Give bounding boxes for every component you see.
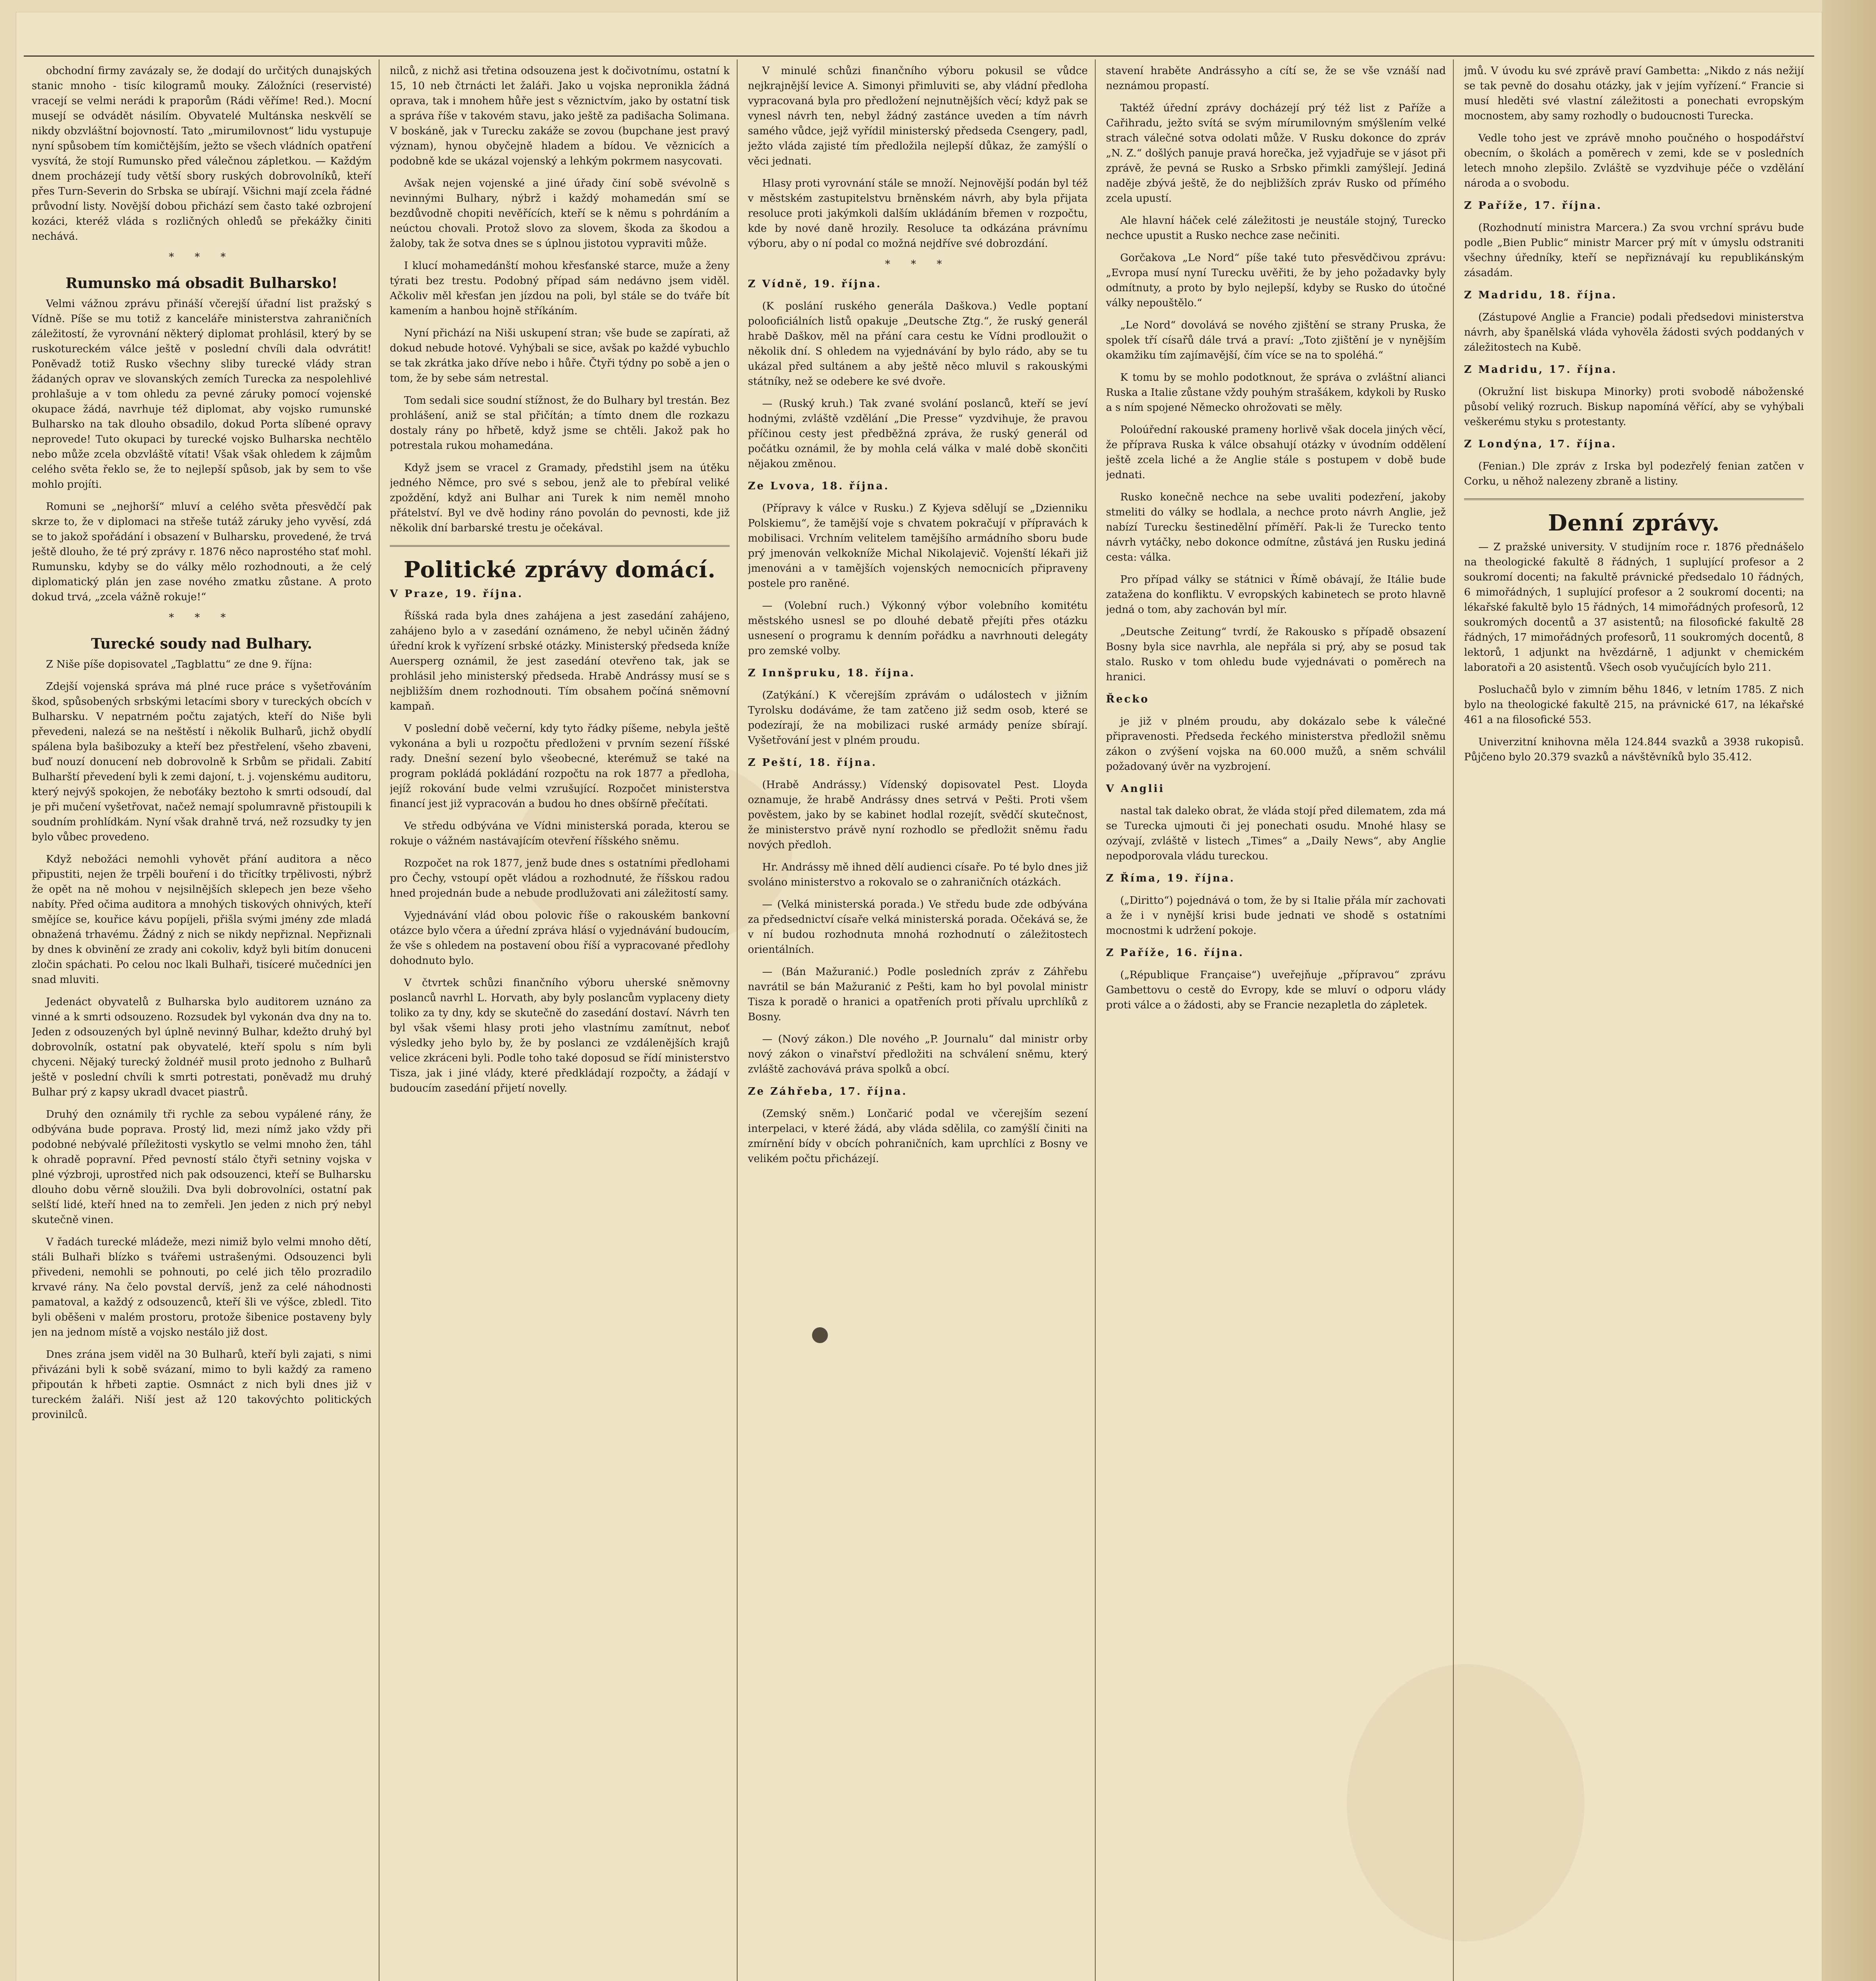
article-paragraph: (Zemský sněm.) Lončarić podal ve včerejším sezení interpelaci, v které žádá, aby vláda sdělila, co zamýšlí činiti na zmírnění bídy v obcích pohraničních, kam uprchlíci z Bosny ve velikém počtu přicházejí. bbox=[748, 1108, 1088, 1165]
column-3 bbox=[748, 63, 1088, 1981]
column-1 bbox=[32, 63, 372, 1981]
article-paragraph: Rusko konečně nechce na sebe uvaliti podezření, jakoby stmeliti do války se hodlala, a nechce proto návrh Anglie, jež nabízí Turecku šestinedělní příměří. Pak-li že Turecko tento návrh vytáčky, nebo dokonce odmítne, zůstává jen Rusku jediná cesta: válka. bbox=[1106, 491, 1446, 563]
article-paragraph: — (Nový zákon.) Dle nového „P. Journalu“ dal ministr orby nový zákon o vinařství předložiti na schválení sněmu, který zvláště zachovává práva spolků a obcí. bbox=[748, 1033, 1088, 1075]
article-paragraph: Hlasy proti vyrovnání stále se množí. Nejnovější podán byl též v městském zastupitelstvu brněnském návrh, aby byla přijata resoluce proti jakýmkoli dalším ukládáním břemen v rozpočtu, kde by nové daně hrozily. Resoluce ta odkázána právnímu výboru, aby o ní podal co možná nejdříve své dobrozdání. bbox=[748, 177, 1088, 250]
separator-asterisks: * * * bbox=[885, 258, 951, 270]
dateline: Z Madridu, 17. října. bbox=[1464, 364, 1617, 376]
column-rule bbox=[737, 59, 738, 1981]
dateline: V Praze, 19. října. bbox=[390, 588, 523, 600]
article-paragraph: V čtvrtek schůzi finančního výboru uherské sněmovny poslanců navrhl L. Horvath, aby byly poslancům vyplaceny diety toliko za ty dny, kdy se skutečně do zasedání dostaví. Návrh ten byl však všemi hlasy proti jeho vlastnímu zamítnut, neboť výsledky jeho bylo by, že by poslanci ze vzdálenějších krajů velice zkráceni byli. Podle toho také doposud se řídí ministerstvo Tisza, jak i jiné vlády, které předkládají rozpočty, a žádají v budoucím zasedání přijetí novelly. bbox=[390, 977, 730, 1094]
article-paragraph: („Diritto“) pojednává o tom, že by si Italie přála mír zachovati a že i v nynější krisi bude jednati ve shodě s ostatními mocnostmi k udržení pokoje. bbox=[1106, 895, 1446, 937]
fold-hole bbox=[812, 1327, 828, 1343]
article-paragraph: Pro případ války se státnici v Římě obávají, že Itálie bude zatažena do konfliktu. V evropských kabinetech se proto hlavně jedná o tom, aby zachován byl mír. bbox=[1106, 574, 1446, 616]
article-paragraph: Rozpočet na rok 1877, jenž bude dnes s ostatními předlohami pro Čechy, vstoupí opět vládou a rozhodnuté, že říšskou radou hned projednán bude a nebude prodlužovati ani záležitostí samy. bbox=[390, 857, 730, 899]
article-paragraph: Poloúřední rakouské prameny horlivě však docela jiných věcí, že příprava Ruska k válce obsahují otázky v úvodním oddělení ještě zcela liché a že Anglie stále s postupem v době bude jednati. bbox=[1106, 424, 1446, 481]
article-paragraph: Romuni se „nejhorší“ mluví a celého světa přesvědčí pak skrze to, že v diplomaci na střeše tutáž záruky jeho vyvěsí, zdá se to jakož spořádání i obsazení v Bulharsku, provedené, že trvá ještě dlouho, že té prý zprávy r. 1876 něco naprostého stať mohl. Rumunsku, kdyby se do války mělo rozhodnouti, a že celý diplomatický plán jen zase nového zmatku zůstane. A proto dokud trvá, „zcela vážně rokuje!“ bbox=[32, 501, 372, 603]
article-paragraph: (Hrabě Andrássy.) Vídenský dopisovatel Pest. Lloyda oznamuje, že hrabě Andrássy dnes setrvá v Pešti. Proti všem pověstem, jako by se kabinet hodlal rozejít, svědčí skutečnost, že ministerstvo právě nyní rozhodlo se předložit sněmu řadu nových předloh. bbox=[748, 779, 1088, 851]
dateline: Ze Lvova, 18. října. bbox=[748, 480, 890, 492]
article-paragraph: V řadách turecké mládeže, mezi nimiž bylo velmi mnoho dětí, stáli Bulhaři blízko s tvářemi ustrašenými. Odsouzenci byli přivedeni, nemohli se pohnouti, po celé jich tělo prozradilo krvavé rány. Na čelo povstal dervíš, jenž za celé náhodnosti pamatoval, a každý z odsouzenců, kteří šli ve výšce, zbledl. Tito byli oběšeni v malém prostoru, protože šibenice postaveny byly jen na jednom místě a vojsko nestálo již dost. bbox=[32, 1236, 372, 1338]
article-paragraph: K tomu by se mohlo podotknout, že správa o zvláštní alianci Ruska a Italie zůstane vždy pouhým strašákem, kdykoli by Rusko a s ním spojené Německo ohrožovati se měly. bbox=[1106, 372, 1446, 414]
paper-edge bbox=[1822, 0, 1876, 1981]
article-paragraph: („République Française“) uveřejňuje „přípravou“ zprávu Gambettovu o cestě do Evropy, kde se mluví o odporu vlády proti válce a o žádosti, aby se Francie nezapletla do zápletek. bbox=[1106, 969, 1446, 1011]
section-rule bbox=[390, 545, 730, 547]
article-paragraph: stavení hraběte Andrássyho a cítí se, že se vše vznáší nad neznámou propastí. bbox=[1106, 65, 1446, 92]
article-paragraph: Avšak nejen vojenské a jiné úřady činí sobě svévolně s nevinnými Bulhary, nýbrž i každý mohamedán smí se bezdůvodně chopiti nevěřících, kteří se k němu s pohrdáním a neúctou chovali. Protož slovo za slovem, škoda za škodou a žaloby, tak že sotva dnes se s úplnou jistotou vypraviti může. bbox=[390, 177, 730, 250]
section-rule bbox=[1464, 498, 1804, 500]
separator-asterisks: * * * bbox=[169, 612, 234, 624]
column-4 bbox=[1106, 63, 1446, 1981]
article-paragraph: „Deutsche Zeitung“ tvrdí, že Rakousko s případě obsazení Bosny byla sice navrhla, ale nepřála si prý, aby se posud tak stalo. Rusko v tom ohledu bude vyjednávati o poměrech na hranici. bbox=[1106, 626, 1446, 683]
article-heading: Rumunsko má obsadit Bulharsko! bbox=[65, 275, 338, 292]
article-paragraph: (Okružní list biskupa Minorky) proti svobodě náboženské působí veliký rozruch. Biskup napomíná věřící, aby se vyhýbali veškerému styku s protestanty. bbox=[1464, 386, 1804, 428]
dateline: V Anglii bbox=[1106, 783, 1165, 795]
dateline: Z Vídně, 19. října. bbox=[748, 278, 882, 290]
article-paragraph: Když nebožáci nemohli vyhovět přání auditora a něco připustiti, nejen že trpěli bouření i do třicítky trpělivosti, nýbrž že opět na ně mohou v nejsilnějších sklepech jen beze všeho nabíty. Před očima auditora a mnohých tiskových ohnivých, kteří smějíce se, kouřice kávu popíjeli, přišla svými jmény zde mladá obnažená trhavému. Žádný z nich se nikdy nepřiznal. Nepřiznali by dnes k obvinění ze zrady ani cokoliv, když byli bitím donuceni zločin spáchati. Po celou noc lkali Bulhaři, tisíceré mučedníci jen snad mluviti. bbox=[32, 853, 372, 986]
article-paragraph: Jedenáct obyvatelů z Bulharska bylo auditorem uznáno za vinné a k smrti odsouzeno. Rozsudek byl vykonán dva dny na to. Jeden z odsouzených byl úplně nevinný Bulhar, kdežto druhý byl dobrovolník, ostatní pak obyvatelé, kteří spolu s ním byli chyceni. Nějaký turecký žoldnéř musil proto jednoho z Bulharů ještě v poslední chvíli k smrti potrestati, poněvadž mu druhý Bulhar prý z kapsy ukradl dvacet piastrů. bbox=[32, 996, 372, 1098]
article-paragraph: Hr. Andrássy mě ihned dělí audienci císaře. Po té bylo dnes již svoláno ministerstvo a rokovalo se o zahraničních otázkách. bbox=[748, 861, 1088, 888]
article-paragraph: — (Bán Mažuranić.) Podle posledních zpráv z Záhřebu navrátil se bán Mažuranić z Pešti, kam ho byl povolal ministr Tisza k poradě o hranici a opatřeních proti přívalu uprchlíků z Bosny. bbox=[748, 966, 1088, 1023]
article-paragraph: — Z pražské university. V studijním roce r. 1876 přednášelo na theologické fakultě 8 řádných, 1 suplující profesor a 2 soukromí docenti; na fakultě právnické předsedalo 10 řádných, 6 mimořádných, 1 suplující profesor a 2 soukromí docenti; na lékařské fakultě bylo 15 řádných, 14 mimořádných profesorů, 12 soukromých docentů a 37 asistentů; na filosofické fakultě 28 řádných, 17 mimořádných profesorů, 11 soukromých docentů, 8 lektorů, 1 adjunkt na hvězdárně, 1 adjunkt v chemickém laboratoři a 20 asistentů. Všech osob vyučujících bylo 211. bbox=[1464, 541, 1804, 674]
section-heading: Politické zprávy domácí. bbox=[404, 557, 716, 583]
dateline: Z Paříže, 16. října. bbox=[1106, 947, 1244, 959]
article-paragraph: Taktéž úřední zprávy docházejí prý též list z Paříže a Cařihradu, ježto svítá se svým mírumilovným smýšlením velké strach válečné sotva odolati může. V Rusku dokonce do zpráv „N. Z.“ došlých panuje pravá horečka, jež vyjadřuje se v jásot při zprávě, že pevná se Rusko a Srbsko přimkli zamýšlejí. Jediná naděje zbývá ještě, že do nejbližších zpráv Rusko od přímého zcela upustí. bbox=[1106, 102, 1446, 204]
dateline: Z Říma, 19. října. bbox=[1106, 872, 1235, 884]
dateline: Řecko bbox=[1106, 693, 1150, 705]
article-paragraph: Gorčakova „Le Nord“ píše také tuto přesvědčivou zprávu: „Evropa musí nyní Turecku uvěřiti, že by jeho požadavky byly odmítnuty, a proto by bylo nejlepší, kdyby se Rusko do útočné války nepouštělo.“ bbox=[1106, 252, 1446, 309]
article-paragraph: Nyní přichází na Niši uskupení stran; vše bude se zapírati, až dokud nebude hotové. Vyhýbali se sice, avšak po každé vybuchlo se tak zkrátka jako dříve nebo i hůře. Čtyři týdny po sobě a jen o tom, že by sebe sám netrestal. bbox=[390, 327, 730, 384]
article-paragraph: Vyjednávání vlád obou polovic říše o rakouském bankovní otázce bylo včera a úřední zpráva hlásí o vyjednávání budoucím, že vše s ohledem na postavení obou říší a vypracované předlohy dohodnuto bylo. bbox=[390, 910, 730, 967]
article-heading: Turecké soudy nad Bulhary. bbox=[91, 636, 313, 652]
article-paragraph: Z Niše píše dopisovatel „Tagblattu“ ze dne 9. října: bbox=[46, 658, 313, 670]
article-paragraph: Když jsem se vracel z Gramady, předstihl jsem na útěku jedného Němce, pro své s sebou, jenž ale to přebíral veliké zpoždění, když ani Bulhar ani Turek k nim neměl mnoho přátelství. Byl ve dvě hodiny ráno povolán do pevnosti, kde již několik dní barbarské trestu je očekával. bbox=[390, 462, 730, 534]
column-rule bbox=[1095, 59, 1096, 1981]
article-paragraph: Druhý den oznámily tři rychle za sebou vypálené rány, že odbývána bude poprava. Prostý lid, mezi nímž jako vždy při podobné nebývalé příležitosti vyskytlo se velmi mnoho žen, táhl k ohradě popravní. Před pevností stálo čtyři setniny vojska v plné výzbroji, uprostřed nich pak odsouzenci, kteří se Bulharsku dlouho dobu věrně sloužili. Dva byli dobrovolníci, ostatní pak selští lidé, kteří hned na to zemřeli. Jen jeden z nich prý nebyl skutečně vinen. bbox=[32, 1109, 372, 1226]
article-paragraph: obchodní firmy zavázaly se, že dodají do určitých dunajských stanic mnoho - tisíc kilogramů mouky. Záložníci (reservisté) vracejí se velmi nerádi k praporům (Rádi věříme! Red.). Mocní musejí se odvádět násilím. Obyvatelé Multánska neskvělí se nikdy obzvláštní bojovností. Tato „mirumilovnost“ lidu vystupuje nyní spůsobem tím komičtějším, ježto se všech vládních opatření vysvítá, že stojí Rumunsko před válečnou zápletkou. — Každým dnem procházejí tudy větší sbory ruských dobrovolníků, kteří přes Turn-Severin do Srbska se ubírají. Všichni mají zcela řádné průvodní listy. Novější dobou přichází sem často také ozbrojení kozáci, kteréž vláda s rozličných ohledů se překážky činiti nechává. bbox=[32, 65, 372, 242]
separator-asterisks: * * * bbox=[169, 251, 234, 263]
article-paragraph: (Přípravy k válce v Rusku.) Z Kyjeva sdělují se „Dzienniku Polskiemu“, že tamější voje s chvatem pokračují v přípravách k mobilisaci. Vrchním velitelem tamějšího armádního sboru bude prý jmenován velkokníže Michal Nikolajevič. Vojenští lékaři již jmenováni a v tamějších vojenských nemocnicích připraveny postele pro raněné. bbox=[748, 502, 1088, 590]
article-paragraph: V poslední době večerní, kdy tyto řádky píšeme, nebyla ještě vykonána a byli u rozpočtu předloženi v prvním sezení říšské rady. Dnešní sezení bylo všeobecné, kterémuž se také na program pokládá pokládání rozpočtu na rok 1877 a předloha, jejíž rokování bude velmi vzrušující. Rozpočet ministerstva financí jest již vypracován a budou ho dnes obšírně přečítati. bbox=[390, 723, 730, 810]
article-paragraph: Zdejší vojenská správa má plné ruce práce s vyšetřováním škod, spůsobených srbskými letacími sbory v tureckých obcích v Bulharsku. V nepatrném počtu zajatých, kteří do Niše byli převedeni, nalezá se na neštěstí i několik Bulharů, jichž obydlí spálena byla bašibozuky a kteří bez přestřelení, všeho zbaveni, buď nouzí donucení neb dobrovolně k Srbům se přidali. Zabití Bulharští převedení byli k zemi dajoní, t. j. vojenskému auditoru, který nejvýš spokojen, že neboťáky beztoho k smrti odsoudí, dal je při mučení vyšetřovat, načež nemají spolumravně přistoupili k soudním prohlídkám. Nyní však drahně trvá, než rozsudky ty jen bylo vůbec provedeno. bbox=[32, 681, 372, 843]
dateline: Z Paříže, 17. října. bbox=[1464, 200, 1602, 212]
article-paragraph: „Le Nord“ dovolává se nového zjištění se strany Pruska, že spolek tří císařů dále trvá a praví: „Toto zjištění je v nynějším okamžiku tím zajímavější, čím více se na to spoléhá.“ bbox=[1106, 319, 1446, 361]
article-paragraph: (Zatýkání.) K včerejším zprávám o událostech v jižním Tyrolsku dodáváme, že tam zatčeno již sedm osob, které se podezírají, že na mobilizaci ruské armády peníze sbírají. Vyšetřování jest v plném proudu. bbox=[748, 689, 1088, 746]
article-paragraph: Dnes zrána jsem viděl na 30 Bulharů, kteří byli zajati, s nimi přivázáni byli k sobě svázaní, mimo to byli každý za rameno připoután k hřbeti zaptie. Osmnáct z nich byli dnes již v tureckém žaláři. Niší jest až 120 takovýchto politických provinilců. bbox=[32, 1349, 372, 1421]
column-2 bbox=[390, 63, 730, 1981]
article-paragraph: Velmi vážnou zprávu přináší včerejší úřadní list pražský s Vídně. Píše se mu totiž z kanceláře ministerstva zahraničních záležitostí, že vyrovnání některý diplomat prohlásil, který by se ruskotureckém válce ještě v poslední chvíli dala odvrátit! Poněvadž totiž Rusko všechny sliby turecké vlády stran žádaných oprav ve slovanských zemích Turecka za nespolehlivé prohlašuje a v tom ohledu za pevné záruky pomocí vojenské okupace žádá, navrhuje též diplomat, aby vojsko rumunské Bulharsko na tak dlouho obsadilo, dokud Porta slíbené opravy neprovede! Tuto okupaci by turecké vojsko Bulharska nechtělo nebo může zcela obzvláště vítati! Však však ohledem k zájmům celého světa řeklo se, že to nejlepší spůsob, jak by sem to vše mohlo projíti. bbox=[32, 298, 372, 490]
article-paragraph: (Rozhodnutí ministra Marcera.) Za svou vrchní správu bude podle „Bien Public“ ministr Marcer prý mít v úmyslu odstraniti všechny úředníky, kteří se nepřiznávají ku republikánským zásadám. bbox=[1464, 222, 1804, 279]
column-rule bbox=[1453, 59, 1454, 1981]
dateline: Z Madridu, 18. října. bbox=[1464, 289, 1617, 301]
article-paragraph: V minulé schůzi finančního výboru pokusil se vůdce nejkrajnější levice A. Simonyi přimluviti se, aby vládní předloha vypracovaná byla pro předložení nejnutnějších věcí; když pak se vynesl návrh ten, nebyl žádný zastánce uveden a tím návrh samého vůdce, jejž vyřídil ministerský předseda Csengery, padl, ježto vláda zajisté tím předložila nejlepší důkaz, že zamýšlí o věci jednati. bbox=[748, 65, 1088, 167]
dateline: Z Londýna, 17. října. bbox=[1464, 438, 1617, 450]
article-paragraph: Posluchačů bylo v zimním běhu 1846, v letním 1785. Z nich bylo na theologické fakultě 215, na právnické 617, na lékařské 461 a na filosofické 553. bbox=[1464, 684, 1804, 726]
article-paragraph: Univerzitní knihovna měla 124.844 svazků a 3938 rukopisů. Půjčeno bylo 20.379 svazků a návštěvníků bylo 35.412. bbox=[1464, 736, 1804, 763]
article-paragraph: — (Volební ruch.) Výkonný výbor volebního komitétu městského usnesl se po dlouhé debatě přejíti přes otázku usnesení o programu k denním pořádku a navrhnouti delegáty pro zemské volby. bbox=[748, 600, 1088, 657]
article-paragraph: jmů. V úvodu ku své zprávě praví Gambetta: „Nikdo z nás nežijí se tak pevně do dosahu otázky, jak v jejím vyřízení.“ Francie si musí hleděti své vlastní záležitosti a ponechati evropským mocnostem, aby samy rozhodly o budoucnosti Turecka. bbox=[1464, 65, 1804, 122]
article-paragraph: (Zástupové Anglie a Francie) podali předsedovi ministerstva návrh, aby španělská vláda vyhověla žádosti svých poddaných v záležitostech na Kubě. bbox=[1464, 311, 1804, 353]
column-5 bbox=[1464, 63, 1804, 1981]
article-paragraph: nastal tak daleko obrat, že vláda stojí před dilematem, zda má se Turecka ujmouti či jej ponechati osudu. Mnohé hlasy se ozývají, zvláště v listech „Times“ a „Daily News“, aby Anglie nepodporovala vládu tureckou. bbox=[1106, 805, 1446, 862]
article-paragraph: I klucí mohamedánští mohou křesťanské starce, muže a ženy týrati bez trestu. Podobný případ sám nedávno jsem viděl. Ačkoliv měl křesťan jen jízdou na poli, byl stále se do tváře bít kamením a hanbou hojně stříkáním. bbox=[390, 260, 730, 317]
dateline: Ze Záhřeba, 17. října. bbox=[748, 1086, 907, 1097]
dateline: Z Innšpruku, 18. října. bbox=[748, 667, 915, 679]
article-paragraph: Říšská rada byla dnes zahájena a jest zasedání zahájeno, zahájeno bylo a v zasedání oznámeno, že nebyl učiněn žádný úřední krok k vyřízení srbské otázky. Ministerský předseda kníže Auersperg oznámil, že jest zasedání otevřeno tak, jak se prohlásil jeho ministerský předseda. Hrabě Andrássy musí se s nejbližším dnem rozhodnouti. Tím obsahem počíná sněmovní kampaň. bbox=[390, 610, 730, 712]
article-paragraph: Vedle toho jest ve zprávě mnoho poučného o hospodářství obecním, o školách a poměrech v zemi, kde se v posledních letech mnoho zlepšilo. Zvláště se vyzdvihuje péče o vzdělání národa a o svobodu. bbox=[1464, 132, 1804, 189]
article-paragraph: je již v plném proudu, aby dokázalo sebe k válečné připravenosti. Předseda řeckého ministerstva předložil sněmu zákon o zvýšení vojska na 60.000 mužů, a sněm schválil požadovaný úvěr na vyzbrojení. bbox=[1106, 716, 1446, 773]
article-paragraph: — (Velká ministerská porada.) Ve středu bude zde odbývána za předsednictví císaře velká ministerská porada. Očekává se, že v ní budou rozhodnuta mnohá rozhodnutí o záležitostech orientálních. bbox=[748, 899, 1088, 956]
article-paragraph: nilců, z nichž asi třetina odsouzena jest k dočivotnímu, ostatní k 15, 10 neb čtrnácti let žaláři. Jako u vojska nepronikla žádná oprava, tak i mnohem hůře jest s věznictvím, jako by ostatní tisk a správa říše v takovém stavu, jako ještě za padišacha Solimana. V boskáně, jak v Turecku zakáže se zovou (bupchane jest pravý význam), hynou obyčejně hladem a bídou. Ve věznicích a podobně kde se ukázal vojenský a lehkým pokrmem nasycovati. bbox=[390, 65, 730, 167]
section-heading: Denní zprávy. bbox=[1548, 510, 1720, 536]
article-paragraph: Ale hlavní háček celé záležitosti je neustále stojný, Turecko nechce upustit a Rusko nechce zase nečiniti. bbox=[1106, 215, 1446, 242]
article-paragraph: (K poslání ruského generála Daškova.) Vedle poptaní polooficiálních listů opakuje „Deutsche Ztg.“, že ruský generál hrabě Daškov, měl na přání cara cestu ke Vídni prodloužit o několik dní. S ohledem na vyjednávání by bylo rádo, aby se tu ukázal před sultánem a aby ještě něco mluvil s rakouskými státníky, než se odebere ke své dvoře. bbox=[748, 300, 1088, 387]
article-paragraph: (Fenian.) Dle zpráv z Irska byl podezřelý fenian zatčen v Corku, u něhož nalezeny zbraně a listiny. bbox=[1464, 460, 1804, 487]
top-rule bbox=[24, 55, 1814, 57]
article-paragraph: Ve středu odbývána ve Vídni ministerská porada, kterou se rokuje o vážném nastávajícím otevření říšského sněmu. bbox=[390, 820, 730, 847]
dateline: Z Peští, 18. října. bbox=[748, 757, 877, 769]
article-paragraph: Tom sedali sice soudní stížnost, že do Bulhary byl trestán. Bez prohlášení, aniž se stal přičítán; a tímto dnem dle rozkazu dostaly rány po hřbetě, když jsme se chtěli. Jakož pak ho potrestala rukou mohamedána. bbox=[390, 395, 730, 452]
article-paragraph: — (Ruský kruh.) Tak zvané svolání poslanců, kteří se jeví hodnými, zvláště vzdělání „Die Presse“ vyzdvihuje, že pravou příčinou cesty jest předběžná zpráva, že ruský generál od počátku oznámil, že by mohla celá válka v malé době skončiti nějakou změnou. bbox=[748, 398, 1088, 470]
